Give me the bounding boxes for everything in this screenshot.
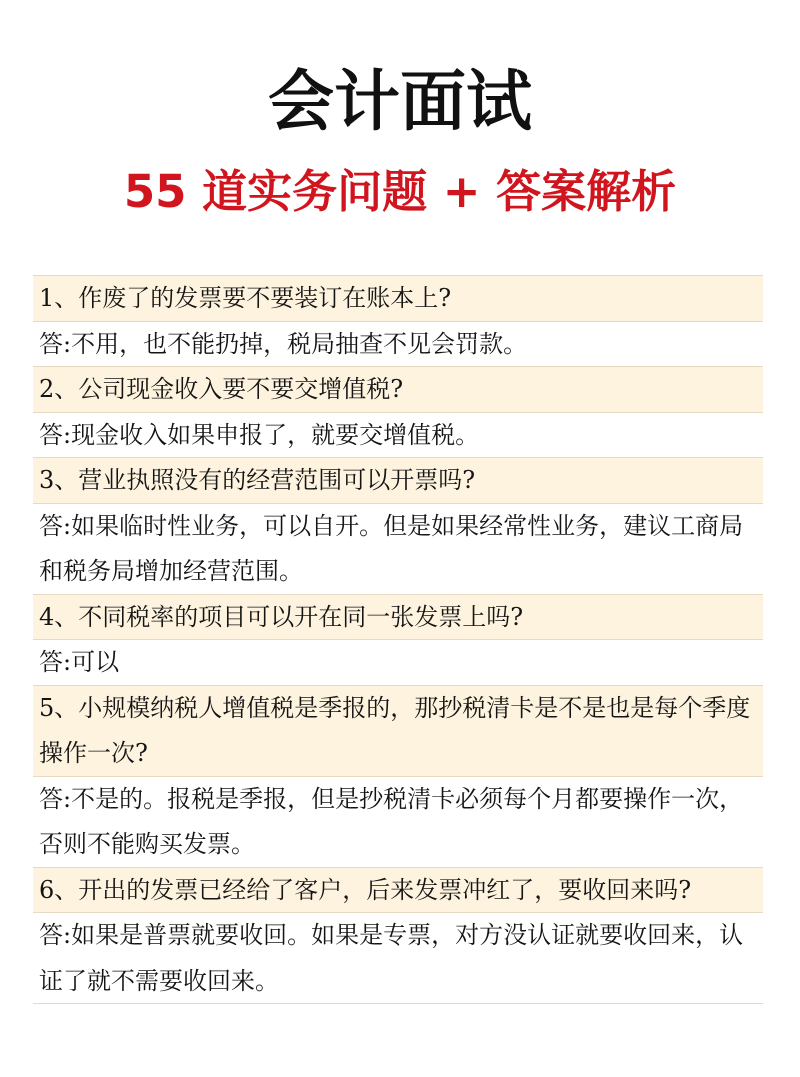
question-2: 2、公司现金收入要不要交增值税? (33, 367, 763, 413)
answer-5: 答:不是的。报税是季报，但是抄税清卡必须每个月都要操作一次，否则不能购买发票。 (33, 777, 763, 868)
page-title: 会计面试 (268, 63, 532, 140)
page-subtitle: 55 道实务问题 + 答案解析 (123, 165, 677, 218)
answer-6: 答:如果是普票就要收回。如果是专票，对方没认证就要收回来，认证了就不需要收回来。 (33, 913, 763, 1004)
answer-1: 答:不用，也不能扔掉，税局抽查不见会罚款。 (33, 322, 763, 368)
answer-3: 答:如果临时性业务，可以自开。但是如果经常性业务，建议工商局和税务局增加经营范围。 (33, 504, 763, 595)
answer-2: 答:现金收入如果申报了，就要交增值税。 (33, 413, 763, 459)
question-4: 4、不同税率的项目可以开在同一张发票上吗? (33, 595, 763, 641)
qa-list (33, 275, 763, 1004)
answer-4: 答:可以 (33, 640, 763, 686)
question-3: 3、营业执照没有的经营范围可以开票吗? (33, 458, 763, 504)
question-1: 1、作废了的发票要不要装订在账本上? (33, 276, 763, 322)
question-5: 5、小规模纳税人增值税是季报的，那抄税清卡是不是也是每个季度操作一次? (33, 686, 763, 777)
question-6: 6、开出的发票已经给了客户，后来发票冲红了，要收回来吗? (33, 868, 763, 914)
